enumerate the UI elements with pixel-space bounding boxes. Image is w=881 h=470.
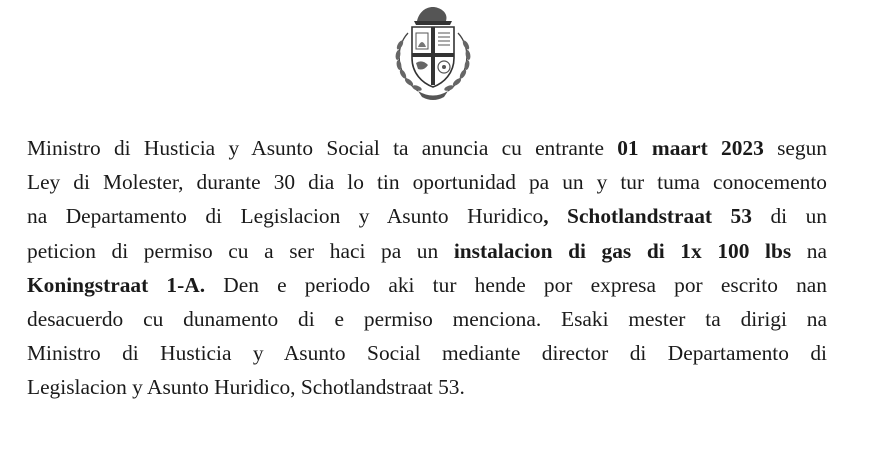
address-emphasis: , Schotlandstraat 53: [543, 204, 752, 229]
date-emphasis: 01 maart 2023: [617, 136, 764, 160]
notice-line-4: peticion di permiso cu a ser haci pa un instalacion di gas di 1x 100 lbs na: [27, 238, 827, 263]
coat-of-arms-seal-icon: [384, 3, 482, 103]
installation-emphasis: instalacion di gas di 1x 100 lbs: [453, 238, 792, 263]
notice-body: [27, 131, 827, 405]
notice-line-6: desacuerdo cu dunamento di e permiso menciona. Esaki mester ta dirigi na: [27, 307, 827, 332]
notice-line-3: na Departamento di Legislacion y Asunto Huridico, Schotlandstraat 53 di un: [27, 204, 827, 229]
notice-line-1: Ministro di Husticia y Asunto Social ta anuncia cu entrante 01 maart 2023 segun: [27, 136, 827, 160]
notice-line-7: Ministro di Husticia y Asunto Social mediante director di Departamento di: [27, 341, 827, 366]
notice-line-5: Koningstraat 1-A. Den e periodo aki tur hende por expresa por escrito nan: [27, 272, 827, 297]
notice-line-8: Legislacion y Asunto Huridico, Schotlandstraat 53.: [27, 375, 465, 400]
notice-line-2: Ley di Molester, durante 30 dia lo tin oportunidad pa un y tur tuma conocemento: [27, 170, 827, 195]
location-emphasis: Koningstraat 1-A.: [27, 272, 206, 297]
